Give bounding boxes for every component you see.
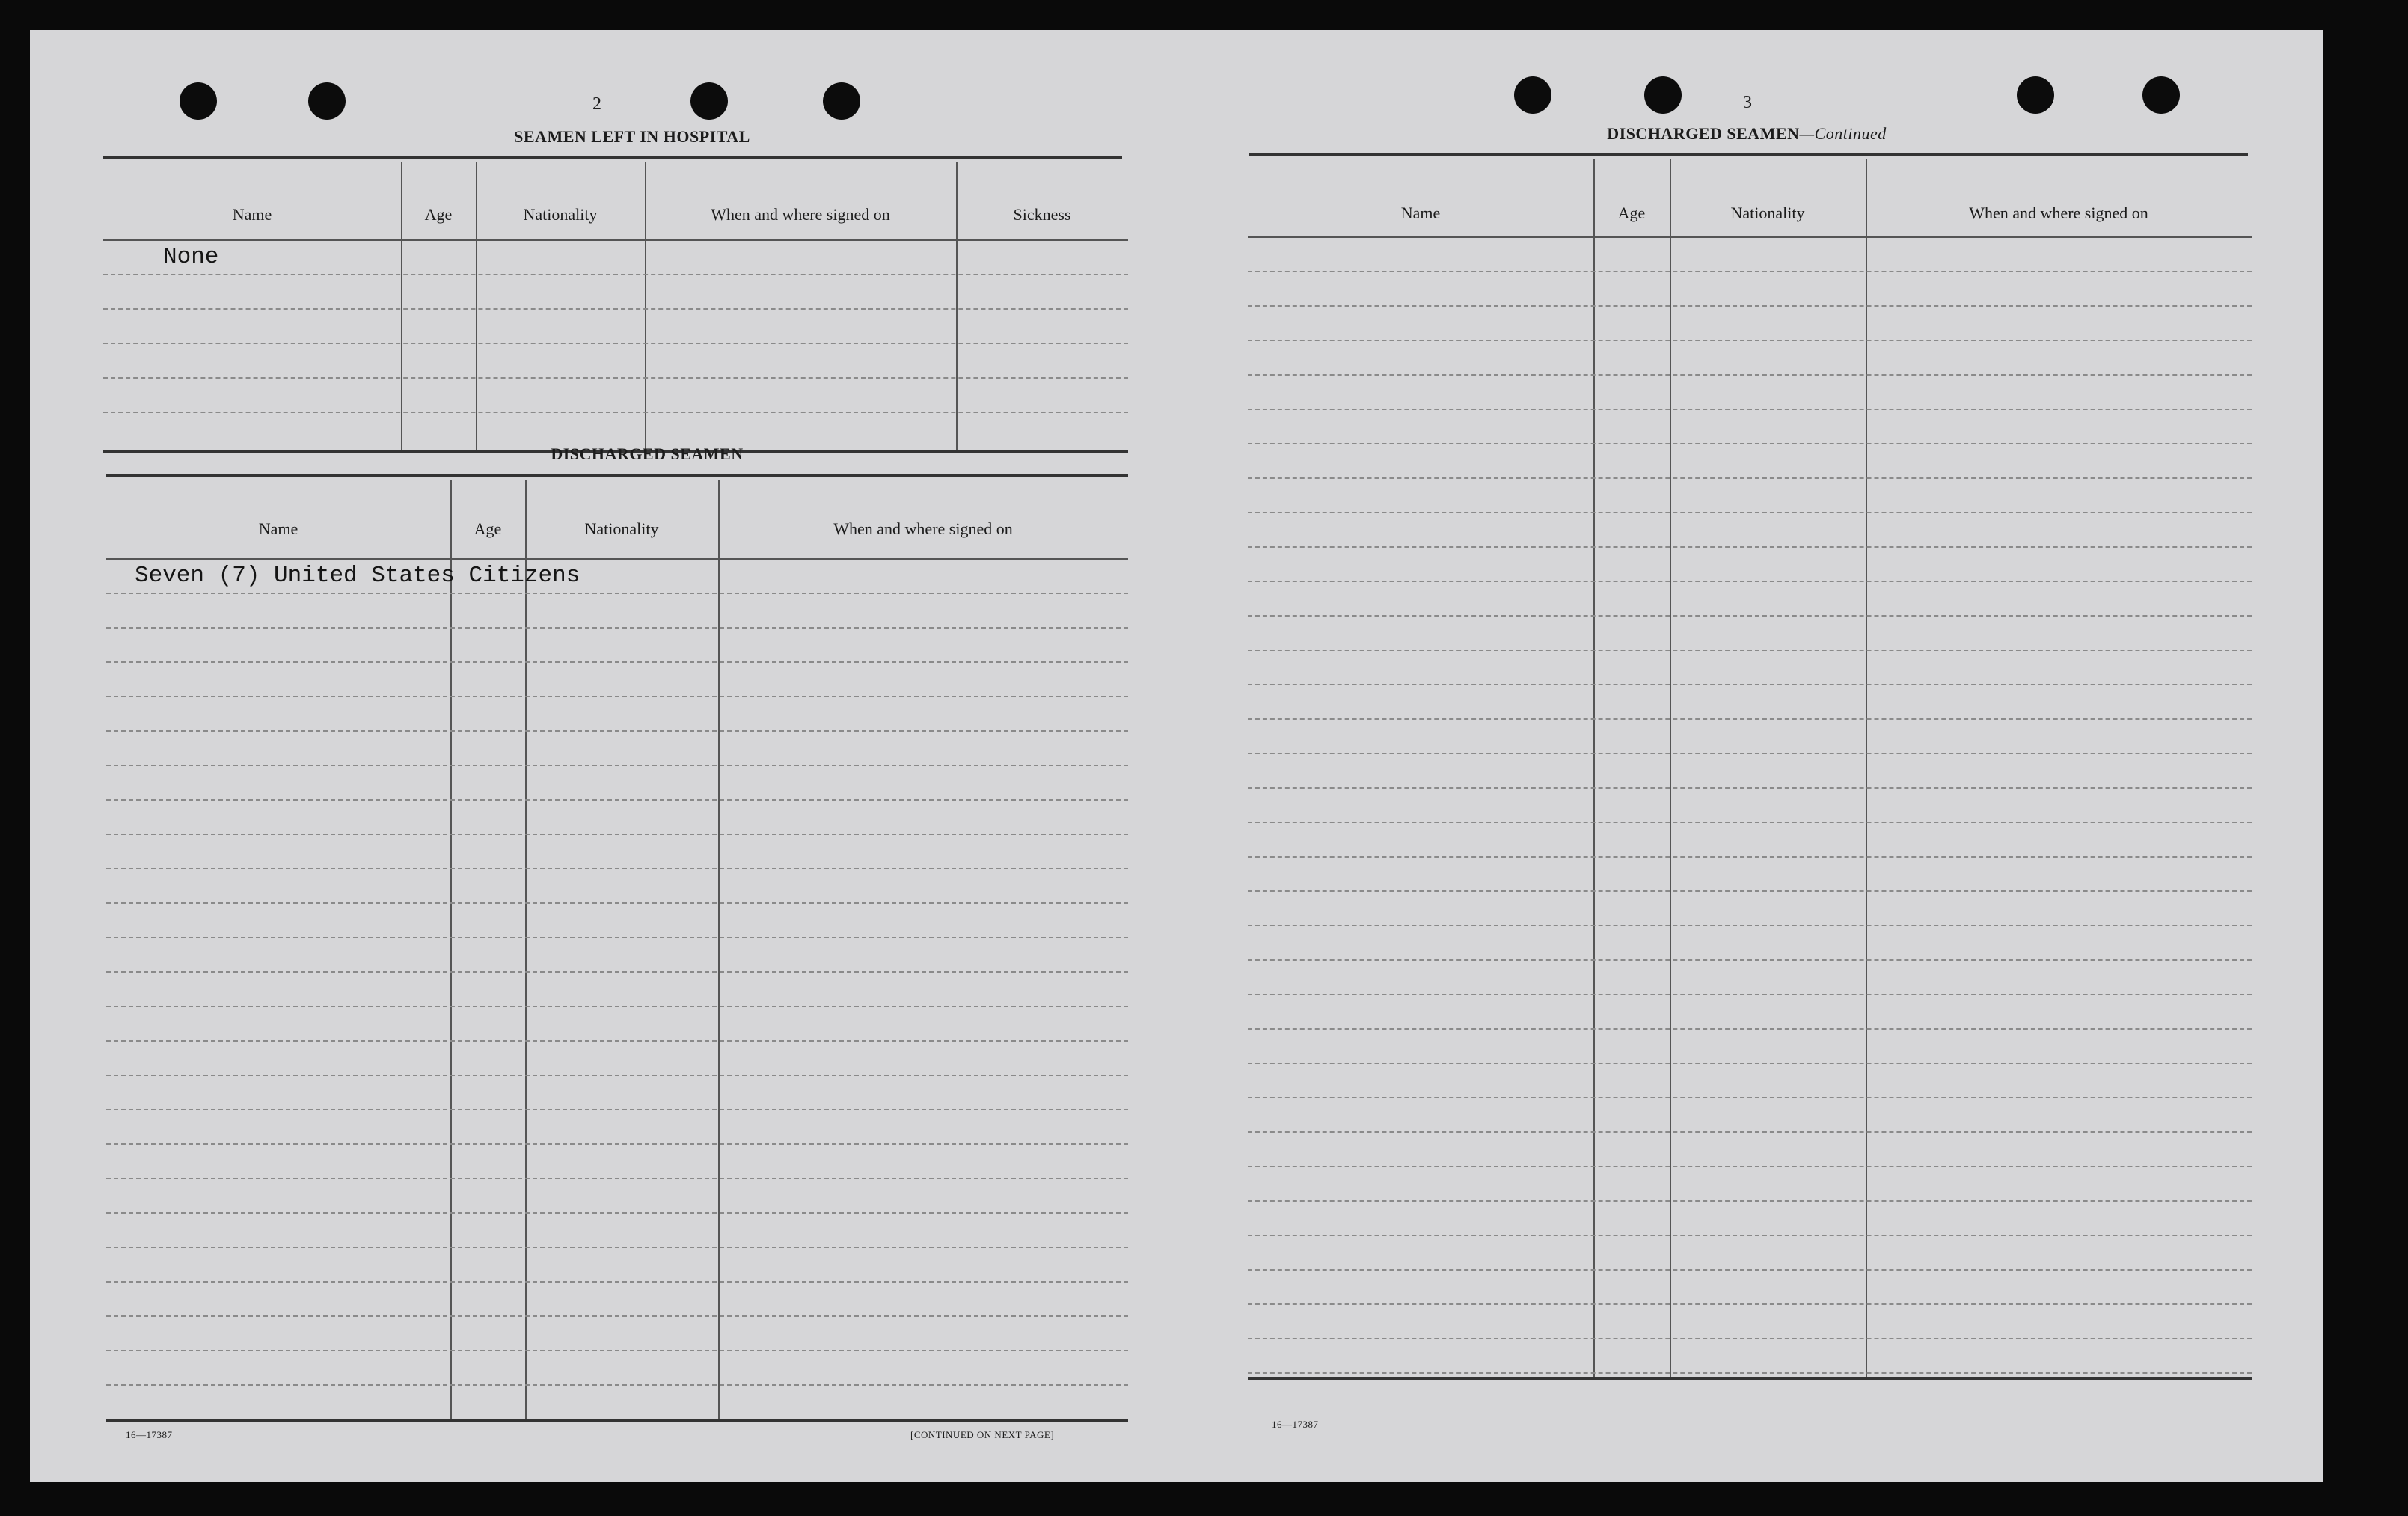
row-line — [106, 937, 1128, 938]
column-divider — [1593, 159, 1595, 1380]
scanned-document — [30, 30, 2323, 1482]
row-line — [106, 971, 1128, 973]
row-line — [1248, 512, 2252, 513]
page-number: 2 — [592, 94, 601, 114]
row-line — [1248, 753, 2252, 754]
row-line — [1248, 856, 2252, 858]
column-header: When and where signed on — [1969, 204, 2148, 222]
row-line — [1248, 718, 2252, 720]
column-divider — [1670, 159, 1671, 1380]
row-line — [106, 1281, 1128, 1283]
row-line — [106, 627, 1128, 629]
column-header: Nationality — [523, 205, 598, 224]
row-line — [1248, 271, 2252, 272]
row-line — [1248, 546, 2252, 548]
discharged-section-title: DISCHARGED SEAMEN — [551, 444, 744, 463]
column-divider — [476, 162, 477, 453]
column-divider — [401, 162, 402, 453]
row-line — [1248, 1131, 2252, 1133]
punch-hole — [308, 82, 346, 120]
column-header: Nationality — [1730, 204, 1805, 222]
row-line — [106, 1143, 1128, 1145]
row-line — [1248, 650, 2252, 651]
continued-note: [CONTINUED ON NEXT PAGE] — [910, 1429, 1055, 1440]
title-rule — [1249, 153, 2248, 156]
row-line — [106, 730, 1128, 732]
row-line — [106, 1075, 1128, 1076]
row-line — [1248, 443, 2252, 444]
row-line — [1248, 1200, 2252, 1202]
row-line — [1248, 1269, 2252, 1271]
row-line — [103, 377, 1128, 379]
punch-hole — [2017, 76, 2054, 114]
row-line — [106, 765, 1128, 766]
row-line — [106, 1006, 1128, 1007]
row-line — [1248, 1063, 2252, 1064]
punch-hole — [1514, 76, 1551, 114]
discharged-entry: Seven (7) United States Citizens — [135, 563, 580, 589]
table-bottom-rule — [106, 1419, 1128, 1422]
row-line — [1248, 615, 2252, 617]
row-line — [106, 1247, 1128, 1248]
right-page — [1197, 30, 2323, 1482]
hospital-entry: None — [163, 244, 219, 270]
column-header: Age — [474, 519, 502, 538]
row-line — [103, 412, 1128, 413]
hospital-table — [103, 162, 1128, 453]
title-rule — [106, 474, 1128, 477]
hospital-section-title: SEAMEN LEFT IN HOSPITAL — [514, 127, 750, 146]
column-header: Name — [258, 519, 298, 538]
row-line — [106, 593, 1128, 594]
row-line — [1248, 374, 2252, 376]
column-divider — [645, 162, 646, 453]
row-line — [106, 1315, 1128, 1317]
row-line — [1248, 477, 2252, 479]
row-line — [1248, 822, 2252, 823]
column-divider — [956, 162, 958, 453]
punch-hole — [1644, 76, 1682, 114]
row-line — [1248, 959, 2252, 961]
row-line — [106, 834, 1128, 835]
row-line — [106, 1178, 1128, 1179]
column-divider — [1866, 159, 1867, 1380]
column-header: Age — [1617, 204, 1646, 222]
row-line — [106, 1384, 1128, 1386]
discharged-continued-table — [1248, 159, 2252, 1380]
discharged-table — [106, 480, 1128, 1422]
page-number: 3 — [1743, 93, 1752, 112]
form-number: 16—17387 — [126, 1429, 173, 1440]
form-number: 16—17387 — [1272, 1419, 1319, 1430]
row-line — [106, 1109, 1128, 1110]
row-line — [1248, 305, 2252, 307]
column-header: Name — [232, 205, 272, 224]
row-line — [1248, 1235, 2252, 1236]
row-line — [1248, 1028, 2252, 1030]
row-line — [103, 274, 1128, 275]
row-line — [106, 696, 1128, 697]
punch-hole — [690, 82, 728, 120]
row-line — [106, 1212, 1128, 1214]
row-line — [1248, 409, 2252, 410]
row-line — [1248, 340, 2252, 341]
row-line — [1248, 1303, 2252, 1305]
row-line — [1248, 1097, 2252, 1098]
row-line — [1248, 1372, 2252, 1374]
row-line — [1248, 1166, 2252, 1167]
table-bottom-rule — [1248, 1377, 2252, 1380]
column-header: When and where signed on — [711, 205, 890, 224]
column-header: Age — [424, 205, 453, 224]
column-header: When and where signed on — [833, 519, 1013, 538]
left-page — [30, 30, 1167, 1482]
row-line — [1248, 684, 2252, 685]
row-line — [1248, 1338, 2252, 1339]
punch-hole — [180, 82, 217, 120]
discharged-continued-title: DISCHARGED SEAMEN—Continued — [1607, 124, 1887, 143]
column-header: Nationality — [584, 519, 659, 538]
row-line — [106, 1350, 1128, 1351]
row-line — [106, 1040, 1128, 1042]
column-header: Name — [1400, 204, 1441, 222]
header-rule — [103, 239, 1128, 241]
punch-hole — [2142, 76, 2180, 114]
row-line — [1248, 925, 2252, 926]
row-line — [106, 661, 1128, 663]
header-rule — [106, 558, 1128, 560]
row-line — [103, 343, 1128, 344]
column-header: Sickness — [1013, 205, 1071, 224]
row-line — [106, 868, 1128, 869]
row-line — [106, 902, 1128, 904]
header-rule — [1248, 236, 2252, 238]
row-line — [106, 799, 1128, 801]
punch-hole — [823, 82, 860, 120]
row-line — [1248, 787, 2252, 789]
row-line — [103, 308, 1128, 310]
row-line — [1248, 581, 2252, 582]
row-line — [1248, 994, 2252, 995]
row-line — [1248, 890, 2252, 892]
title-rule — [103, 156, 1122, 159]
